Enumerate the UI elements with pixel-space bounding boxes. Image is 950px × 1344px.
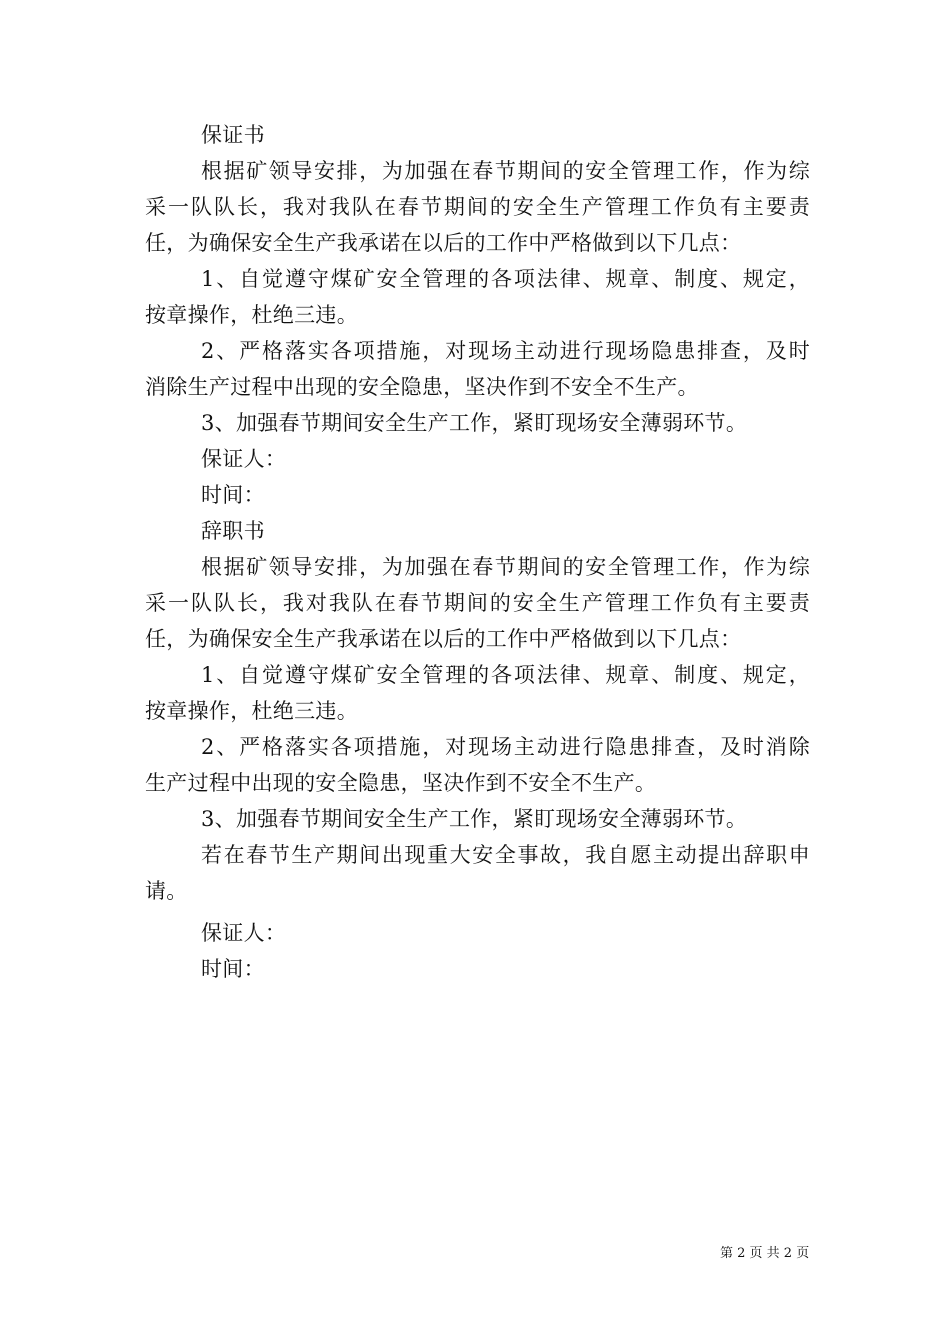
guarantee-title: 保证书 [201, 123, 265, 147]
page-number-footer: 第 2 页 共 2 页 [720, 1246, 810, 1261]
list-item-line: 3、加强春节期间安全生产工作，紧盯现场安全薄弱环节。 [201, 411, 748, 435]
paragraph-line: 根据矿领导安排，为加强在春节期间的安全管理工作，作为综 [201, 159, 810, 183]
paragraph-line: 若在春节生产期间出现重大安全事故，我自愿主动提出辞职申 [201, 843, 810, 867]
document-body [145, 117, 810, 987]
list-item-line: 1、自觉遵守煤矿安全管理的各项法律、规章、制度、规定， [201, 267, 810, 291]
paragraph-line: 任，为确保安全生产我承诺在以后的工作中严格做到以下几点： [145, 231, 742, 255]
paragraph-line: 请。 [145, 879, 188, 903]
paragraph-line: 根据矿领导安排，为加强在春节期间的安全管理工作，作为综 [201, 555, 810, 579]
paragraph-line: 采一队队长，我对我队在春节期间的安全生产管理工作负有主要责 [145, 195, 810, 219]
time-label: 时间： [201, 483, 265, 507]
guarantor-label: 保证人： [201, 921, 287, 945]
list-item-line: 按章操作，杜绝三违。 [145, 699, 358, 723]
time-label: 时间： [201, 957, 265, 981]
resignation-title: 辞职书 [201, 519, 265, 543]
paragraph-line: 采一队队长，我对我队在春节期间的安全生产管理工作负有主要责 [145, 591, 810, 615]
paragraph-line: 任，为确保安全生产我承诺在以后的工作中严格做到以下几点： [145, 627, 742, 651]
guarantor-label: 保证人： [201, 447, 287, 471]
list-item-line: 消除生产过程中出现的安全隐患，坚决作到不安全不生产。 [145, 375, 699, 399]
list-item-line: 2、严格落实各项措施，对现场主动进行现场隐患排查，及时 [201, 339, 810, 363]
list-item-line: 3、加强春节期间安全生产工作，紧盯现场安全薄弱环节。 [201, 807, 748, 831]
list-item-line: 生产过程中出现的安全隐患，坚决作到不安全不生产。 [145, 771, 657, 795]
list-item-line: 2、严格落实各项措施，对现场主动进行隐患排查，及时消除 [201, 735, 810, 759]
list-item-line: 按章操作，杜绝三违。 [145, 303, 358, 327]
list-item-line: 1、自觉遵守煤矿安全管理的各项法律、规章、制度、规定， [201, 663, 810, 687]
